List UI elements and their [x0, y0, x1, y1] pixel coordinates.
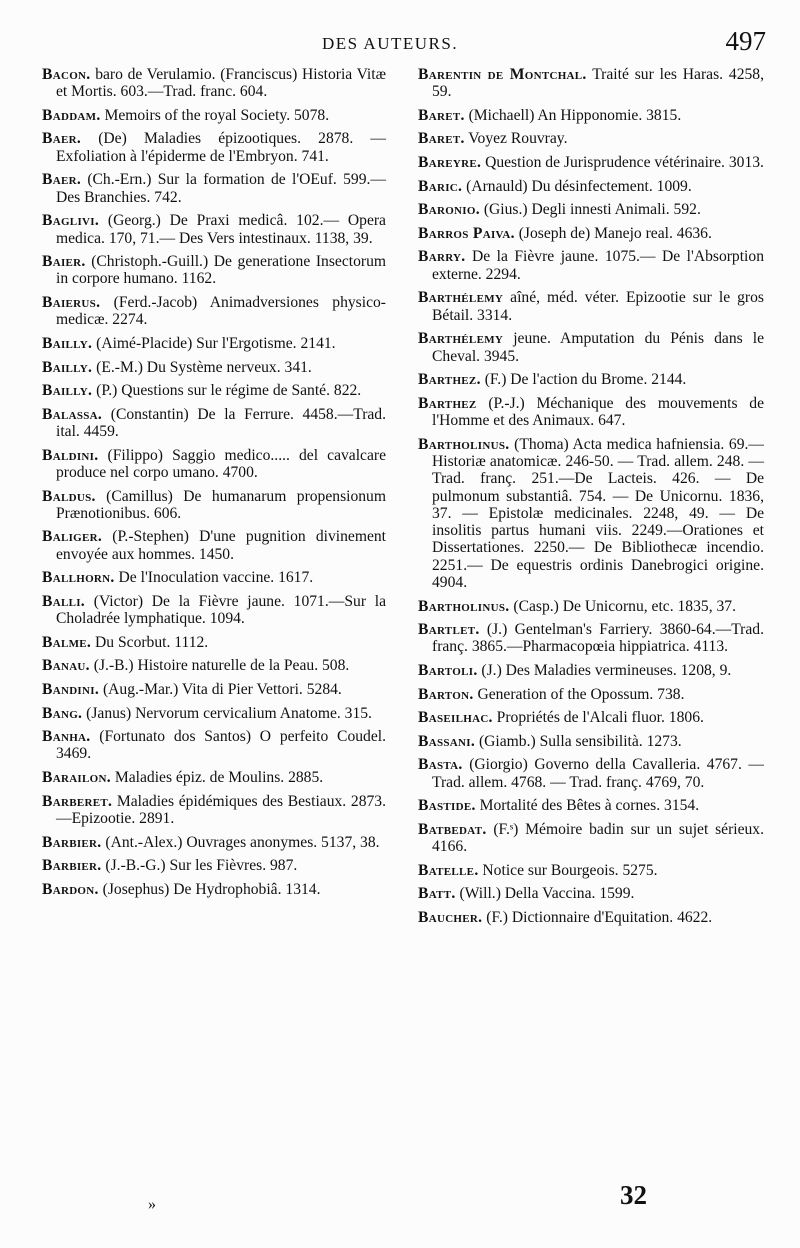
- index-entry: [418, 756, 764, 791]
- right-column: [418, 66, 764, 933]
- entry-text: Propriétés de l'Alcali fluor. 1806.: [496, 709, 704, 727]
- index-entry: [42, 857, 386, 874]
- author-name: Barbier.: [42, 857, 102, 875]
- index-entry: [418, 178, 764, 195]
- entry-text: Question de Jurisprudence vétérinaire. 3013.: [485, 154, 764, 172]
- author-name: Barton.: [418, 685, 474, 703]
- author-name: Baer.: [42, 130, 82, 148]
- index-entry: [418, 821, 764, 856]
- author-name: Balme.: [42, 633, 92, 651]
- author-name: Barbier.: [42, 833, 102, 851]
- index-entry: [42, 593, 386, 628]
- author-name: Bastide.: [418, 797, 476, 815]
- entry-text: (Aug.-Mar.) Vita di Pier Vettori. 5284.: [102, 680, 342, 698]
- entry-text: (F.) De l'action du Brome. 2144.: [484, 371, 687, 389]
- author-name: Baddam.: [42, 106, 101, 124]
- index-entry: [418, 330, 764, 365]
- entry-text: (Giamb.) Sulla sensibilità. 1273.: [478, 732, 682, 750]
- author-name: Barthélemy: [418, 330, 504, 348]
- index-entry: [418, 66, 764, 101]
- running-head: DES AUTEURS.: [322, 34, 459, 53]
- entry-text: (P.) Questions sur le régime de Santé. 822.: [96, 382, 362, 400]
- entry-text: (P.-Stephen) D'une pugnition divinement envoyée aux hommes. 1450.: [56, 528, 387, 563]
- index-entry: [418, 225, 764, 242]
- entry-text: De la Fièvre jaune. 1075.— De l'Absorption externe. 2294.: [432, 248, 764, 283]
- author-name: Bacon.: [42, 66, 91, 83]
- entry-text: (F.) Dictionnaire d'Equitation. 4622.: [486, 909, 713, 926]
- index-entry: [42, 834, 386, 851]
- entry-text: (Ferd.-Jacob) Animadversiones physico-medicæ. 2274.: [56, 294, 386, 329]
- author-name: Bartlet.: [418, 621, 480, 639]
- entry-text: (De) Maladies épizootiques. 2878. —Exfoliation à l'épiderme de l'Embryon. 741.: [56, 130, 386, 165]
- entry-text: (J.-B.-G.) Sur les Fièvres. 987.: [105, 857, 298, 875]
- entry-text: (Arnauld) Du désinfectement. 1009.: [466, 177, 692, 195]
- entry-text: (Ch.-Ern.) Sur la formation de l'OEuf. 599.— Des Branchies. 742.: [56, 171, 386, 206]
- author-name: Bailly.: [42, 334, 93, 352]
- entry-text: Du Scorbut. 1112.: [95, 633, 209, 651]
- entry-text: (J.) Des Maladies vermineuses. 1208, 9.: [481, 662, 732, 680]
- entry-text: (Giorgio) Governo della Cavalleria. 4767. — Trad. allem. 4768. — Trad. franç. 4769, 70.: [432, 756, 765, 791]
- index-entry: [42, 447, 386, 482]
- entry-text: (J.) Gentelman's Farriery. 3860-64.—Trad. franç. 3865.—Pharmacopœia hippiatrica. 4113.: [432, 621, 764, 656]
- index-entry: [42, 406, 386, 441]
- entry-text: Maladies épiz. de Moulins. 2885.: [114, 769, 324, 787]
- author-name: Baldini.: [42, 446, 99, 464]
- index-entry: [42, 657, 386, 674]
- index-entry: [418, 130, 764, 147]
- author-name: Basta.: [418, 756, 463, 774]
- index-entry: [418, 709, 764, 726]
- entry-text: (E.-M.) Du Système nerveux. 341.: [96, 358, 312, 376]
- author-name: Batbedat.: [418, 820, 487, 838]
- author-name: Ballhorn.: [42, 569, 115, 587]
- index-entry: [42, 130, 386, 165]
- author-name: Batelle.: [418, 861, 479, 879]
- sheet-number: 32: [620, 1180, 647, 1210]
- author-name: Baret.: [418, 106, 465, 124]
- index-entry: [42, 881, 386, 898]
- index-entry: [418, 909, 764, 926]
- entry-text: aîné, méd. véter. Epizootie sur le gros Bétail. 3314.: [432, 289, 764, 324]
- index-entry: [418, 371, 764, 388]
- entry-text: jeune. Amputation du Pénis dans le Cheval. 3945.: [432, 330, 764, 365]
- index-entry: [42, 253, 386, 288]
- author-name: Bang.: [42, 704, 83, 722]
- entry-text: Memoirs of the royal Society. 5078.: [104, 106, 330, 124]
- author-name: Bareyre.: [418, 154, 482, 172]
- author-name: Barthez.: [418, 371, 481, 389]
- author-name: Banha.: [42, 728, 91, 746]
- entry-text: (Casp.) De Unicornu, etc. 1835, 37.: [513, 597, 736, 615]
- page-number: 497: [725, 26, 766, 56]
- author-name: Bandini.: [42, 680, 100, 698]
- author-name: Baglivi.: [42, 212, 100, 230]
- index-entry: [42, 528, 386, 563]
- signature-mark: »: [148, 1196, 156, 1213]
- author-name: Balli.: [42, 592, 85, 610]
- author-name: Baseilhac.: [418, 709, 493, 727]
- author-name: Bartoli.: [418, 662, 478, 680]
- author-name: Baric.: [418, 177, 463, 195]
- entry-text: (Constantin) De la Ferrure. 4458.—Trad. ital. 4459.: [56, 405, 386, 441]
- index-entry: [42, 728, 386, 763]
- entry-text: Generation of the Opossum. 738.: [477, 685, 685, 703]
- index-entry: [418, 621, 764, 656]
- index-entry: [418, 107, 764, 124]
- index-entry: [418, 154, 764, 171]
- index-entry: [418, 686, 764, 703]
- author-name: Barailon.: [42, 769, 111, 787]
- index-entry: [42, 705, 386, 722]
- author-name: Baer.: [42, 171, 82, 189]
- entry-text: (Aimé-Placide) Sur l'Ergotisme. 2141.: [96, 334, 336, 352]
- index-entry: [42, 681, 386, 698]
- author-name: Baierus.: [42, 294, 101, 312]
- author-name: Bailly.: [42, 382, 93, 400]
- entry-text: Maladies épidémiques des Bestiaux. 2873.—Epizootie. 2891.: [56, 792, 386, 827]
- index-entry: [42, 66, 386, 101]
- entry-text: (Ant.-Alex.) Ouvrages anonymes. 5137, 38.: [105, 833, 380, 851]
- index-entry: [42, 382, 386, 399]
- author-name: Bartholinus.: [418, 597, 510, 615]
- entry-text: (Gius.) Degli innesti Animali. 592.: [483, 201, 701, 219]
- entry-text: baro de Verulamio. (Franciscus) Historia Vitæ et Mortis. 603.—Trad. franc. 604.: [56, 66, 386, 101]
- index-entry: [418, 598, 764, 615]
- index-entry: [418, 395, 764, 430]
- author-name: Bailly.: [42, 358, 93, 376]
- index-entry: [42, 634, 386, 651]
- author-name: Bardon.: [42, 880, 99, 898]
- author-name: Barros Paiva.: [418, 224, 515, 242]
- index-entry: [42, 335, 386, 352]
- index-entry: [418, 248, 764, 283]
- entry-text: Voyez Rouvray.: [468, 130, 568, 148]
- entry-text: (Fortunato dos Santos) O perfeito Coudel. 3469.: [56, 728, 386, 763]
- entry-text: (Thoma) Acta medica hafniensia. 69.— Historiæ anatomicæ. 246-50. — Trad. allem. 248. — Trad. franç. 251.—De Lacteis. 426. — De pulmonum substantiâ. 754. — De Unicornu. 1836, 37. — Epistolæ medicinales. 2248, 49. — De insolitis partus humani viis. 2249.—Orationes et Dissertationes. 2250.— De Bibliothecæ incendio. 2251.— De equestris ordinis Danebrogici origine. 4904.: [432, 435, 765, 591]
- index-entry: [42, 212, 386, 247]
- author-name: Banau.: [42, 657, 90, 675]
- entry-text: (Georg.) De Praxi medicâ. 102.— Opera medica. 170, 71.— Des Vers intestinaux. 1138, 39.: [56, 212, 386, 247]
- author-name: Barberet.: [42, 792, 113, 810]
- author-name: Baldus.: [42, 487, 96, 505]
- entry-text: (J.-B.) Histoire naturelle de la Peau. 508.: [93, 657, 350, 675]
- author-name: Bassani.: [418, 732, 476, 750]
- index-entry: [42, 359, 386, 376]
- author-name: Barthélemy: [418, 289, 504, 307]
- index-entry: [418, 289, 764, 324]
- entry-text: (F.ˢ) Mémoire badin sur un sujet sérieux. 4166.: [432, 820, 765, 856]
- entry-text: Traité sur les Haras. 4258, 59.: [432, 66, 764, 101]
- index-entry: [418, 797, 764, 814]
- index-entry: [42, 171, 386, 206]
- entry-text: (Josephus) De Hydrophobiâ. 1314.: [102, 880, 321, 898]
- author-name: Baier.: [42, 253, 86, 271]
- entry-text: (Michaell) An Hipponomie. 3815.: [468, 106, 682, 124]
- author-name: Balassa.: [42, 405, 103, 423]
- left-column: [42, 66, 386, 904]
- index-entry: [42, 107, 386, 124]
- index-entry: [418, 885, 764, 902]
- entry-text: Notice sur Bourgeois. 5275.: [482, 861, 658, 879]
- entry-text: (Janus) Nervorum cervicalium Anatome. 315.: [86, 704, 372, 722]
- author-name: Baronio.: [418, 201, 480, 219]
- entry-text: (Camillus) De humanarum propensionum Prænotionibus. 606.: [56, 487, 386, 522]
- author-name: Barentin de Montchal.: [418, 66, 587, 83]
- index-entry: [42, 488, 386, 523]
- entry-text: De l'Inoculation vaccine. 1617.: [118, 569, 314, 587]
- index-entry: [42, 569, 386, 586]
- author-name: Barthez: [418, 394, 477, 412]
- entry-text: (P.-J.) Méchanique des mouvements de l'Homme et des Animaux. 647.: [432, 394, 765, 430]
- index-entry: [418, 662, 764, 679]
- index-entry: [418, 436, 764, 592]
- index-entry: [42, 769, 386, 786]
- entry-text: (Victor) De la Fièvre jaune. 1071.—Sur la Choladrée lymphatique. 1094.: [56, 592, 386, 628]
- entry-text: (Will.) Della Vaccina. 1599.: [459, 885, 635, 903]
- entry-text: (Christoph.-Guill.) De generatione Insectorum in corpore humano. 1162.: [56, 253, 386, 288]
- author-name: Baliger.: [42, 528, 103, 546]
- index-entry: [42, 793, 386, 828]
- entry-text: (Filippo) Saggio medico..... del cavalcare produce nel corpo umano. 4700.: [56, 446, 386, 481]
- entry-text: (Joseph de) Manejo real. 4636.: [518, 224, 712, 242]
- index-entry: [418, 733, 764, 750]
- author-name: Barry.: [418, 248, 466, 266]
- author-name: Baucher.: [418, 909, 483, 926]
- index-entry: [42, 294, 386, 329]
- author-name: Batt.: [418, 885, 456, 903]
- entry-text: Mortalité des Bêtes à cornes. 3154.: [479, 797, 700, 815]
- index-entry: [418, 201, 764, 218]
- author-name: Bartholinus.: [418, 435, 510, 453]
- index-entry: [418, 862, 764, 879]
- author-name: Baret.: [418, 130, 465, 148]
